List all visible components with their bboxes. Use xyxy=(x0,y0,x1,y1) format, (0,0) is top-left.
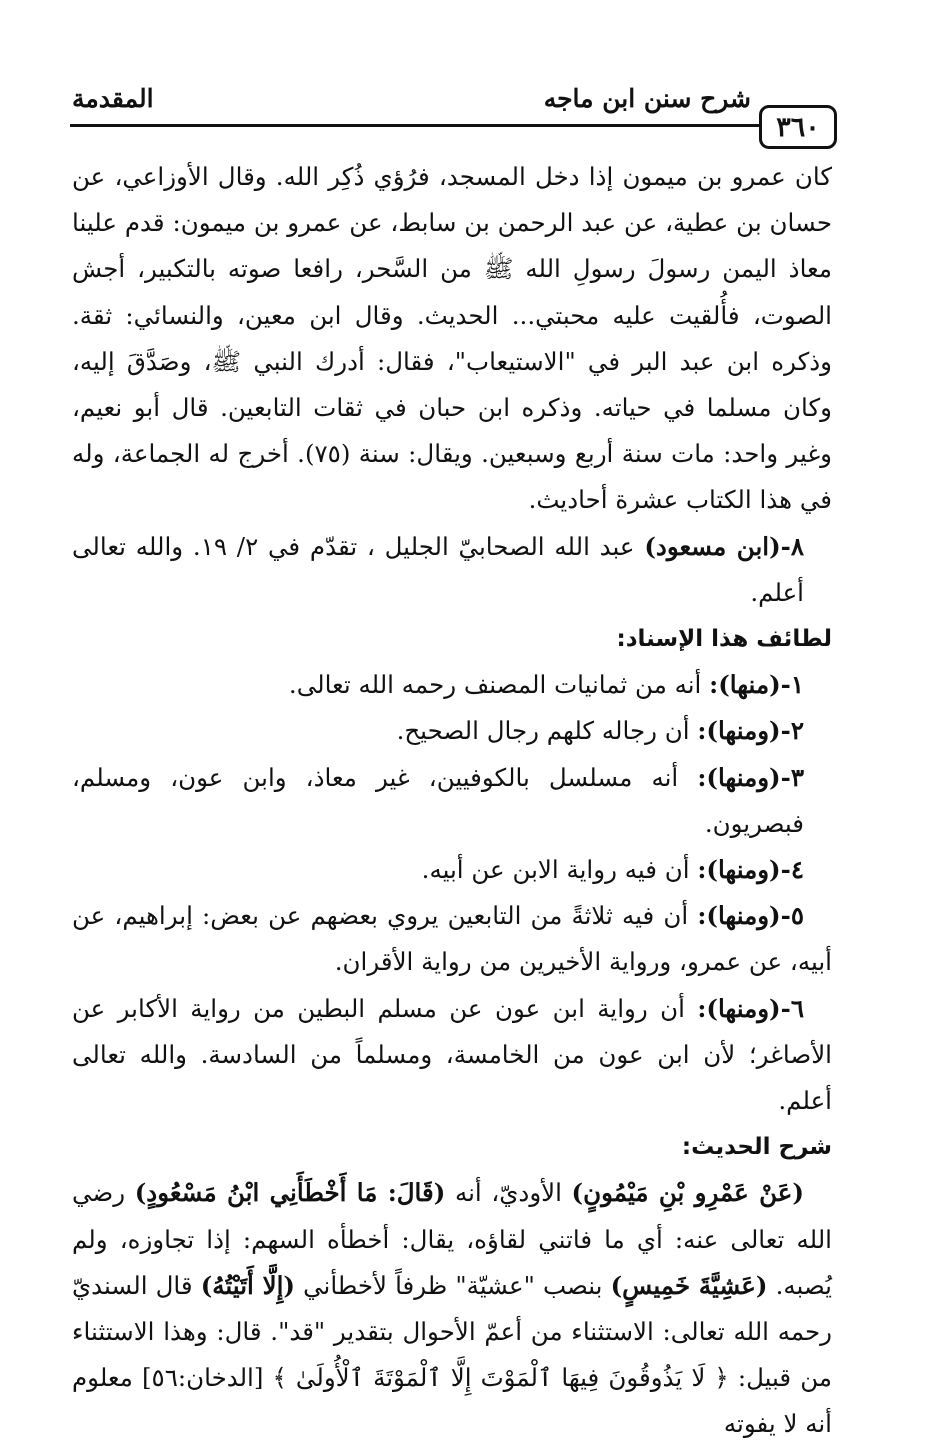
feature-4-text: أن فيه رواية الابن عن أبيه. xyxy=(421,855,698,885)
feature-6-lead: ٦-(ومنها): xyxy=(697,993,804,1023)
feature-5-lead: ٥-(ومنها): xyxy=(697,901,804,931)
running-book-title: شرح سنن ابن ماجه xyxy=(543,84,751,113)
hadith-quote-1: (عَنْ عَمْرِو بْنِ مَيْمُونٍ) xyxy=(571,1178,805,1208)
feature-2-text: أن رجاله كلهم رجال الصحيح. xyxy=(396,716,698,746)
feature-1-lead: ١-(منها): xyxy=(709,670,804,700)
hadith-quote-3: (عَشِيَّةَ خَمِيسٍ) xyxy=(610,1270,768,1300)
commentary-text-3: بنصب "عشيّة" ظرفاً لأخطأني xyxy=(295,1270,611,1300)
page-number: ٣٦٠ xyxy=(776,111,820,143)
commentary-text-4: قال السنديّ رحمه الله تعالى: الاستثناء من أعمّ الأحوال بتقدير "قد". قال: وهذا الاستثناء من قبيل: ﴿ لَا يَذُوقُونَ فِيهَا ٱلْمَوْتَ إِلَّا ٱلْمَوْتَةَ ٱلْأُولَىٰ ﴾ [الدخان:٥٦] معلوم أنه لا يفوته xyxy=(72,1270,832,1439)
feature-item-1 xyxy=(72,662,832,708)
running-section-title: المقدمة xyxy=(72,84,154,113)
feature-item-3 xyxy=(72,755,832,847)
hadith-commentary-heading: شرح الحديث: xyxy=(681,1134,832,1161)
narrator-biography-paragraph: كان عمرو بن ميمون إذا دخل المسجد، فرُؤي ذُكِر الله. وقال الأوزاعي، عن حسان بن عطية، عن عبد الرحمن بن سابط، عن عمرو بن ميمون: قدم علينا معاذ اليمن رسولَ رسولِ الله ﷺ من السَّحر، رافعا صوته بالتكبير، أجش الصوت، فأُلقيت عليه محبتي... الحديث. وقال ابن معين، والنسائي: ثقة. وذكره ابن عبد البر في "الاستيعاب"، فقال: أدرك النبي ﷺ، وصَدَّقَ إليه، وكان مسلما في حياته. وذكره ابن حبان في ثقات التابعين. قال أبو نعيم، وغير واحد: مات سنة أربع وسبعين. ويقال: سنة (٧٥). أخرج له الجماعة، وله في هذا الكتاب عشرة أحاديث. xyxy=(72,162,832,515)
commentary-text-1: الأوديّ، أنه xyxy=(445,1178,572,1208)
feature-1-text: أنه من ثمانيات المصنف رحمه الله تعالى. xyxy=(288,670,710,700)
commentary-text-2: رضي الله تعالى عنه: أي ما فاتني لقاؤه، يقال: أخطأه السهم: إذا تجاوزه، ولم يُصبه. xyxy=(72,1178,832,1300)
feature-3-lead: ٣-(ومنها): xyxy=(697,762,804,792)
feature-3-text: أنه مسلسل بالكوفيين، غير معاذ، وابن عون، ومسلم، فبصريون. xyxy=(72,762,804,838)
header-rule xyxy=(70,124,761,127)
narrator-8-lead: ٨-(ابن مسعود) xyxy=(644,531,805,561)
feature-item-5 xyxy=(72,893,832,985)
narrator-8-paragraph xyxy=(72,524,832,616)
feature-6-text: أن رواية ابن عون عن مسلم البطين من رواية الأكابر عن الأصاغر؛ لأن ابن عون من الخامسة، ومسلماً من السادسة. والله تعالى أعلم. xyxy=(72,993,832,1116)
commentary-paragraph xyxy=(72,1170,832,1447)
feature-item-6 xyxy=(72,986,832,1125)
isnad-features-heading: لطائف هذا الإسناد: xyxy=(616,626,832,653)
page-body xyxy=(72,154,832,1448)
hadith-quote-4: (إِلَّا أَتَيْتُهُ) xyxy=(200,1270,296,1300)
hadith-quote-2: (قَالَ: مَا أَخْطَأَنِي ابْنُ مَسْعُودٍ) xyxy=(134,1178,446,1208)
feature-2-lead: ٢-(ومنها): xyxy=(697,716,804,746)
feature-5-text: أن فيه ثلاثةً من التابعين يروي بعضهم عن بعض: إبراهيم، عن أبيه، عن عمرو، ورواية الأخيرين من رواية الأقران. xyxy=(72,901,832,977)
page-number-box xyxy=(759,105,837,149)
narrator-8-text: عبد الله الصحابيّ الجليل ، تقدّم في ٢/ ١٩. والله تعالى أعلم. xyxy=(72,531,804,607)
feature-item-4 xyxy=(72,847,832,893)
feature-4-lead: ٤-(ومنها): xyxy=(697,855,804,885)
feature-item-2 xyxy=(72,708,832,754)
